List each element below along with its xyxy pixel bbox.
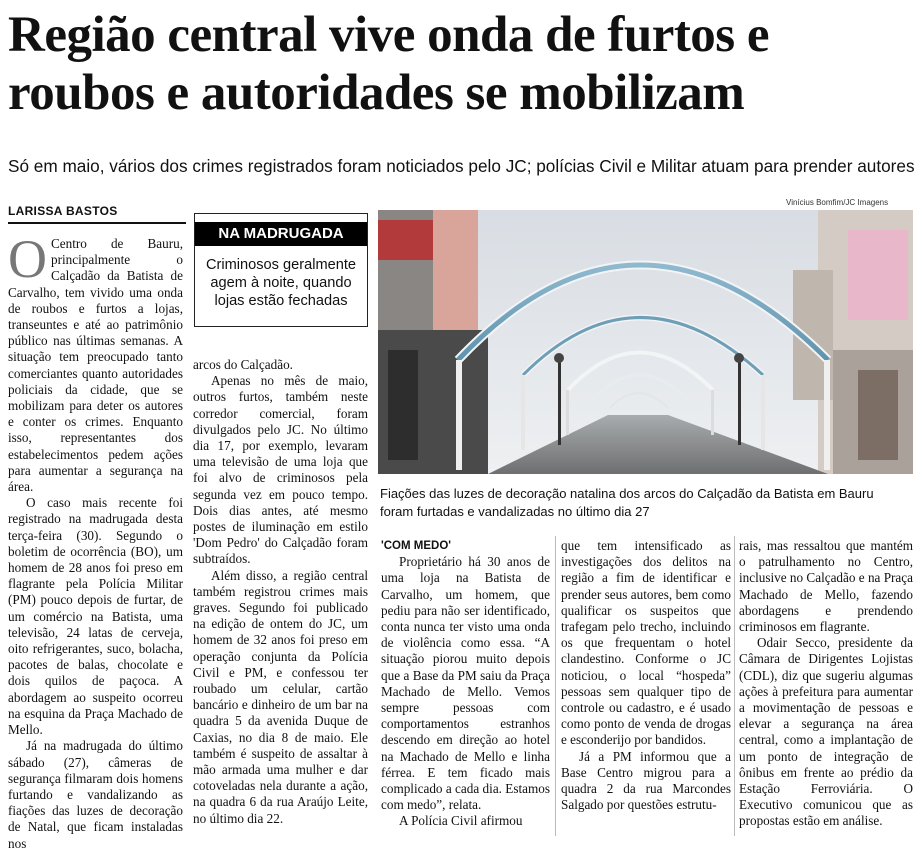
drop-cap: O: [8, 229, 47, 289]
column-divider: [555, 536, 556, 836]
paragraph: O caso mais recente foi registrado na madrugada desta terça-feira (30). Segundo o boletim de ocorrência (BO), um homem de 28 anos foi preso em flagrante pela Polícia Militar (PM) pouco depois de furtar, de um comércio na Batista, uma televisão, 24 latas de cerveja, oito refrigerantes, suco, bolacha, pacotes de balas, chocolate e dois quilos de paçoca. A abordagem ao suspeito ocorreu na esquina da Praça Machado de Mello.: [8, 495, 183, 738]
byline-rule: [8, 222, 186, 224]
paragraph: A Polícia Civil afirmou: [399, 813, 523, 829]
article-column-3: [381, 538, 550, 830]
headline-line-1: Região central vive onda de furtos e: [8, 7, 770, 63]
headline-line-2: roubos e autoridades se mobilizam: [8, 65, 745, 121]
sidebox: [194, 213, 368, 327]
paragraph: Já a PM informou que a Base Centro migrou para a quadra 2 da rua Marcondes Salgado por questões estrutu-: [561, 748, 731, 813]
article-column-1: [8, 229, 183, 852]
arcade-street-photo: [378, 210, 913, 474]
subheadline: Só em maio, vários dos crimes registrados foram noticiados pelo JC; polícias Civil e Militar atuam para prender autores: [8, 156, 915, 176]
paragraph: Já na madrugada do último sábado (27), câmeras de segurança filmaram dois homens furtando e vandalizando as fiações das luzes de decoração de Natal, que ficam instaladas nos: [8, 738, 183, 851]
paragraph: rais, mas ressaltou que mantém o patrulhamento no Centro, inclusive no Calçadão e na Praça Machado de Mello, fazendo abordagens e prendendo criminosos em flagrante.: [739, 538, 913, 635]
paragraph: que tem intensificado as investigações dos delitos na região a fim de identificar e prender seus autores, bem como qualificar os suspeitos que trafegam pelo trecho, incluindo os que frequentam o hotel clandestino. Conforme o JC noticiou, o local “hospeda” pessoas sem qualquer tipo de controle ou cadastro, e é usado como ponto de venda de drogas e esconderijo por bandidos.: [561, 538, 731, 748]
article-column-2: [193, 357, 368, 827]
headline: [8, 6, 913, 122]
section-subtitle: 'COM MEDO': [381, 540, 451, 552]
byline: LARISSA BASTOS: [8, 204, 118, 218]
sidebox-title: NA MADRUGADA: [195, 222, 367, 246]
paragraph-text: Centro de Bauru, principalmente o Calçadão da Batista de Carvalho, tem vivido uma onda de roubos e furtos a lojas, transeuntes e até ao patrimônio público nas últimas semanas. A situação tem preocupado tanto comerciantes quanto autoridades policiais da cidade, que se mobilizam para deter os autores e conter os crimes. Enquanto isso, representantes dos estabelecimentos pedem ações para aumentar a segurança na área.: [8, 236, 183, 495]
paragraph: Proprietário há 30 anos de uma loja na Batista de Carvalho, um homem, que pediu para não ser identificado, conta nunca ter visto uma onda de violência como essa. “A situação piorou muito depois que a Base da PM saiu da Praça Machado de Mello. Vemos sempre pessoas com comportamentos estranhos descendo em direção ao hotel na Machado de Mello e linha férrea. E tem ficado mais complicado a cada dia. Estamos com medo”, relata.: [381, 554, 550, 813]
paragraph: Além disso, a região central também registrou crimes mais graves. Segundo foi publicado na edição de ontem do JC, um homem de 32 anos foi preso em operação conjunta da Polícia Civil e PM, e confessou ter roubado um celular, cartão bancário e dinheiro de um bar na quadra 5 da avenida Duque de Caxias, no dia 8 de maio. Ele também é suspeito de assaltar à mão armada uma mulher e dar cotoveladas nela durante a ação, na quadra 6 da rua Araújo Leite, no último dia 22.: [193, 567, 368, 826]
paragraph: Odair Secco, presidente da Câmara de Dirigentes Lojistas (CDL), diz que sugeriu algumas ações à prefeitura para aumentar a movimentação de pessoas e elevar a segurança na área central, como a implantação de um ponto de integração de ônibus em frente ao prédio da Estação Ferroviária. O Executivo comunicou que as propostas estão em análise.: [739, 635, 913, 829]
article-column-4: [561, 538, 731, 813]
paragraph: Apenas no mês de maio, outros furtos, também neste corredor comercial, foram divulgados pelo JC. No último dia 17, por exemplo, levaram uma televisão de uma loja que foi alvo de criminosos pela segunda vez em pouco tempo. Dois dias antes, até mesmo postes de iluminação em estilo 'Dom Pedro' do Calçadão foram subtraídos.: [193, 373, 368, 567]
photo-credit: Vinícius Bomfim/JC Imagens: [786, 198, 889, 207]
article-column-5: [739, 538, 913, 830]
sidebox-text: Criminosos geralmente agem à noite, quando lojas estão fechadas: [205, 257, 357, 309]
photo-caption: Fiações das luzes de decoração natalina dos arcos do Calçadão da Batista em Bauru foram furtadas e vandalizadas no último dia 27: [380, 486, 874, 519]
news-photo: [378, 210, 913, 474]
paragraph: arcos do Calçadão.: [193, 357, 293, 372]
paragraph: [8, 229, 183, 495]
column-divider: [734, 536, 735, 836]
